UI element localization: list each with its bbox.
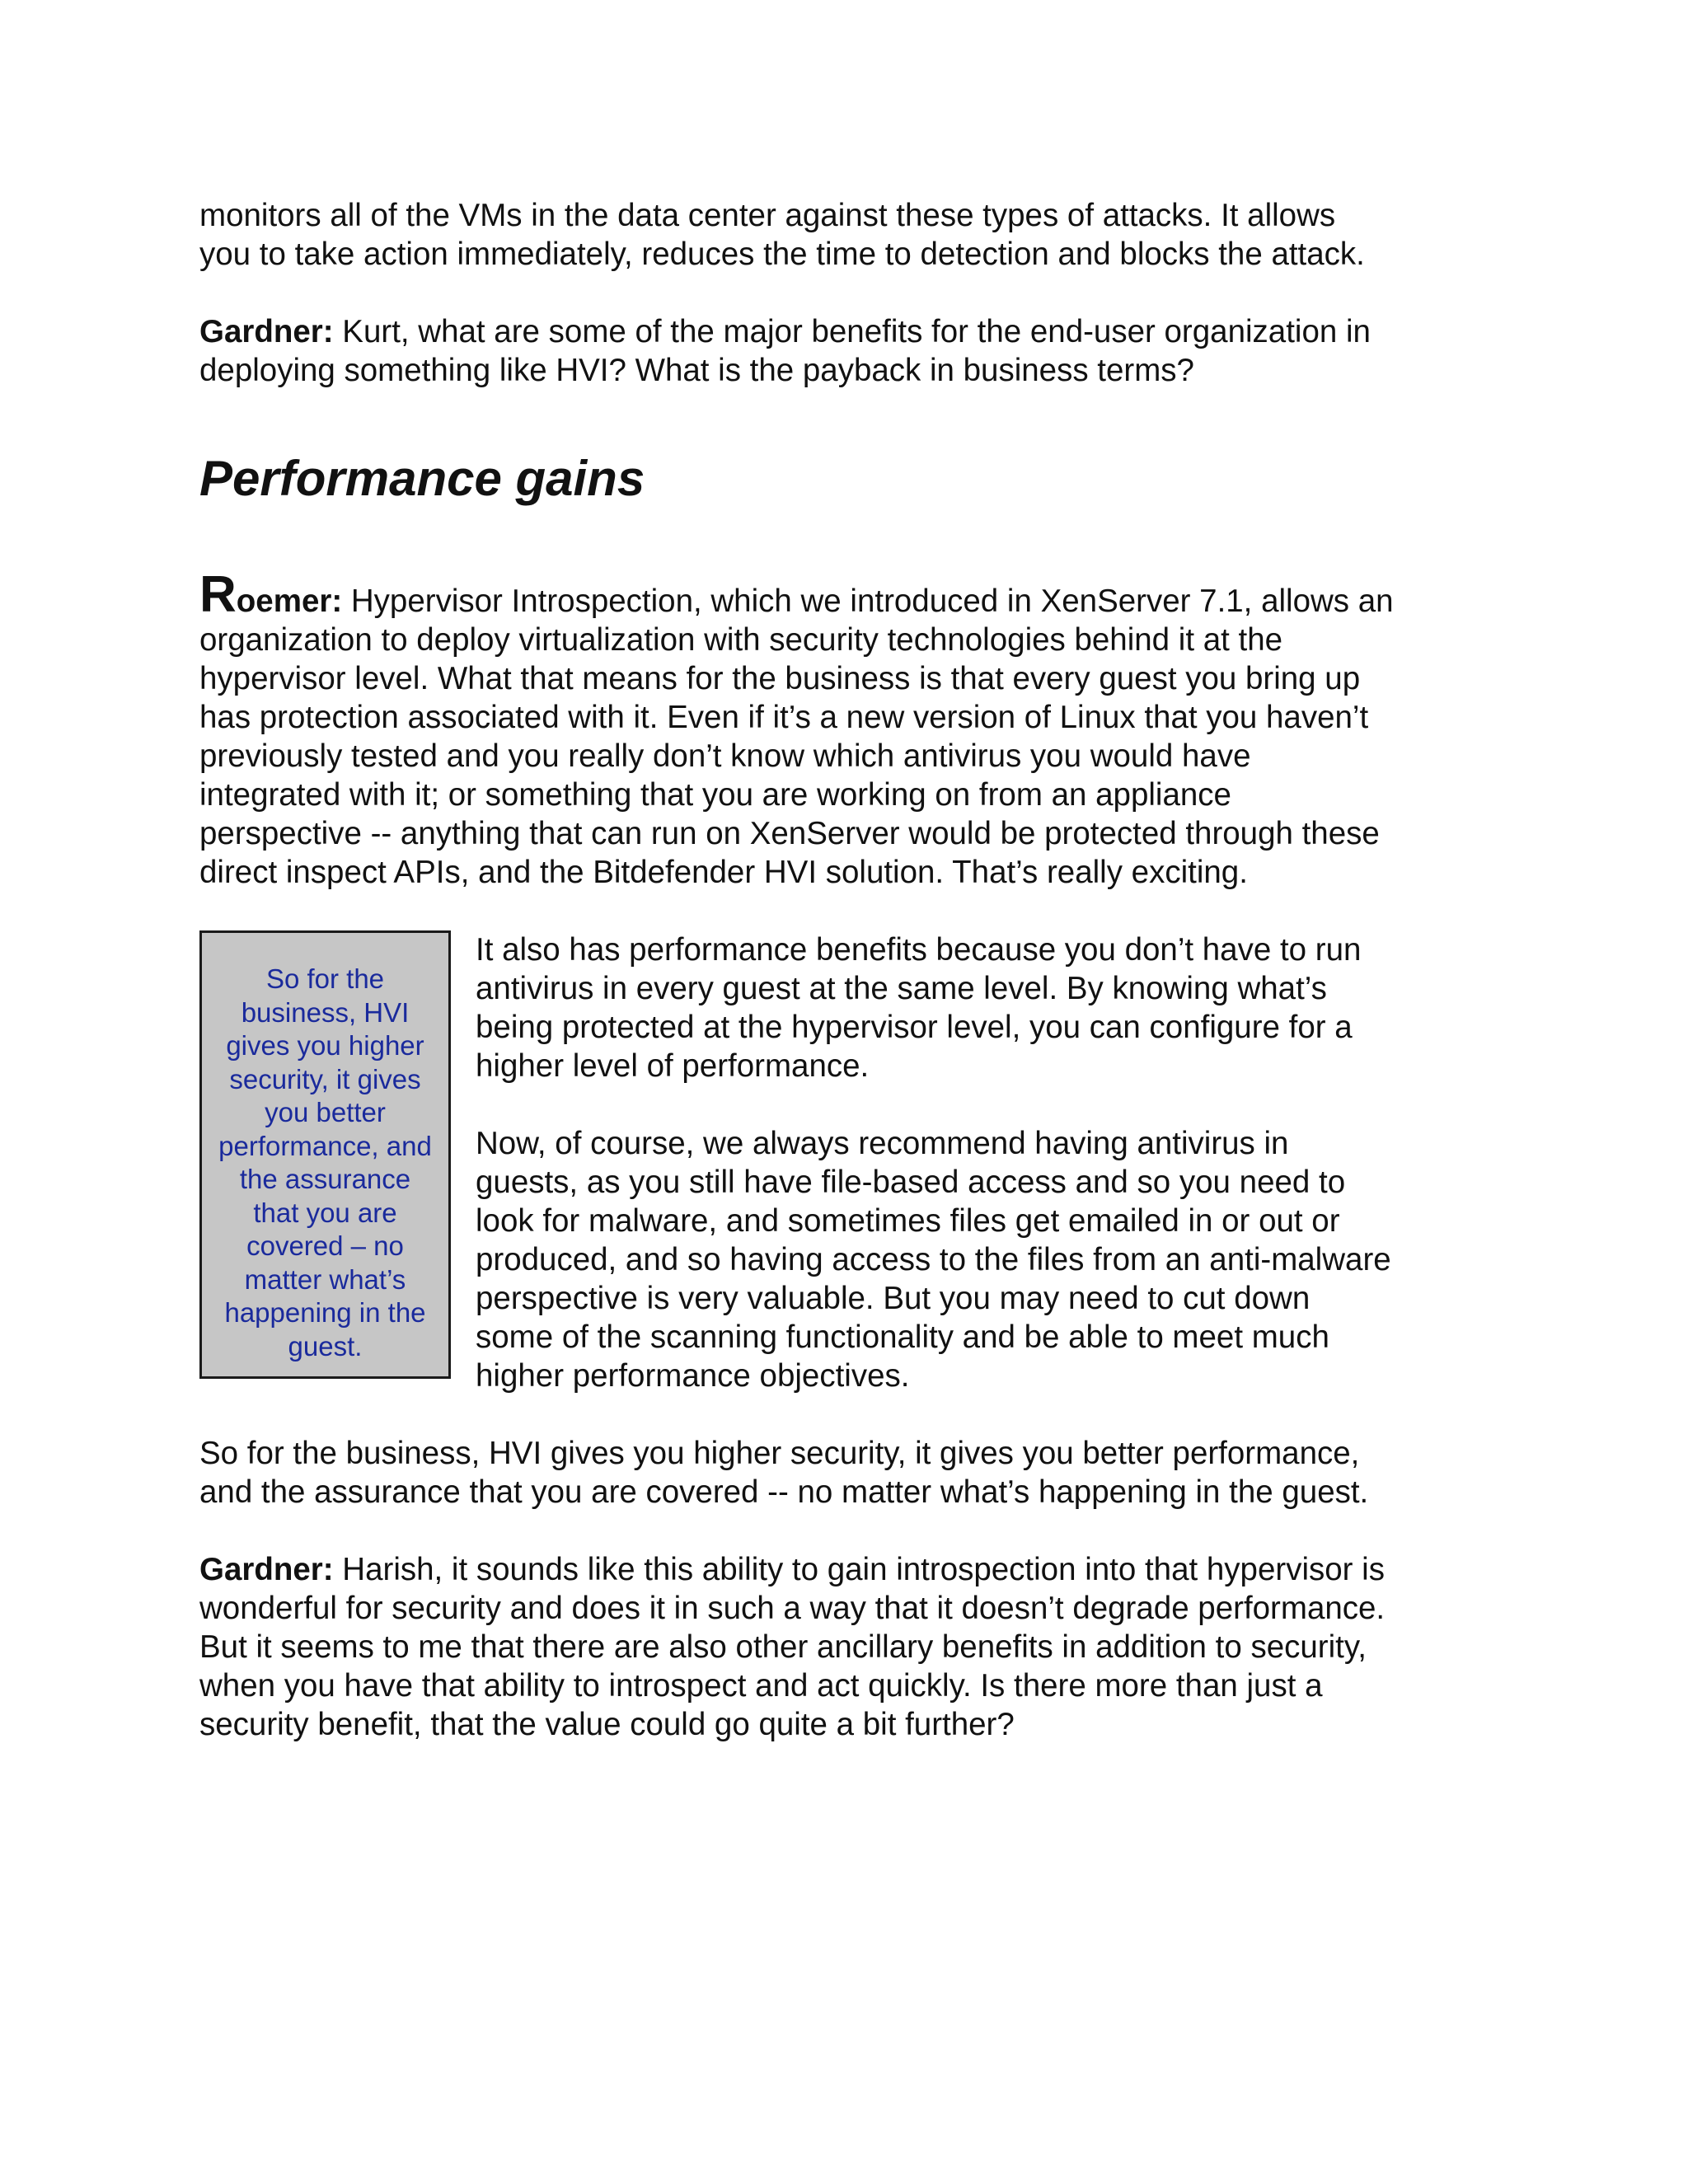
paragraph-gardner-question-2 [199, 1550, 1395, 1744]
paragraph-performance-benefits: It also has performance benefits because you don’t have to run antivirus in every guest at the same level. By knowing what’s being protected at the hypervisor level, you can configure for a higher level of performance. [476, 932, 1362, 1084]
paragraph-text: Harish, it sounds like this ability to gain introspection into that hypervisor is wonderful for security and does it in such a way that it doesn’t degrade performance. But it seems to me that there are also other ancillary benefits in addition to security, when you have that ability to introspect and act quickly. Is there more than just a security benefit, that the value could go quite a bit further? [199, 1552, 1386, 1742]
paragraph-continuation: monitors all of the VMs in the data center against these types of attacks. It allows you to take action immediately, reduces the time to detection and blocks the attack. [199, 198, 1365, 272]
article-body [199, 196, 1395, 1783]
paragraph-text: Hypervisor Introspection, which we introduced in XenServer 7.1, allows an organization to deploy virtualization with security technologies behind it at the hypervisor level. What that means for the business is that every guest you bring up has protection associated with it. Even if it’s a new version of Linux that you haven’t previously tested and you really don’t know which antivirus you would have integrated with it; or something that you are working on from an appliance perspective -- anything that can run on XenServer would be protected through these direct inspect APIs, and the Bitdefender HVI solution. That’s really exciting. [199, 583, 1394, 890]
paragraph-gardner-question-1 [199, 312, 1395, 390]
paragraph-text: Kurt, what are some of the major benefits for the end-user organization in deploying something like HVI? What is the payback in business terms? [199, 314, 1371, 388]
pull-quote-box: So for the business, HVI gives you higher security, it gives you better performance, and the assurance that you are covered – no matter what’s happening in the guest. [199, 930, 451, 1379]
pullquote-section [199, 930, 1395, 1434]
paragraph-roemer-answer [199, 566, 1395, 892]
paragraph-antivirus-recommendation: Now, of course, we always recommend having antivirus in guests, as you still have file-based access and so you need to look for malware, and sometimes files get emailed in or out or produced, and so having access to the files from an anti-malware perspective is very valuable. But you may need to cut down some of the scanning functionality and be able to meet much higher performance objectives. [476, 1126, 1391, 1394]
section-heading: Performance gains [199, 451, 645, 506]
speaker-name: oemer: [236, 583, 343, 619]
paragraph-business-summary: So for the business, HVI gives you higher security, it gives you better performance, and the assurance that you are covered -- no matter what’s happening in the guest. [199, 1436, 1369, 1510]
drop-cap: R [199, 566, 237, 623]
speaker-name: Gardner: [199, 1552, 334, 1587]
speaker-name: Gardner: [199, 314, 334, 349]
